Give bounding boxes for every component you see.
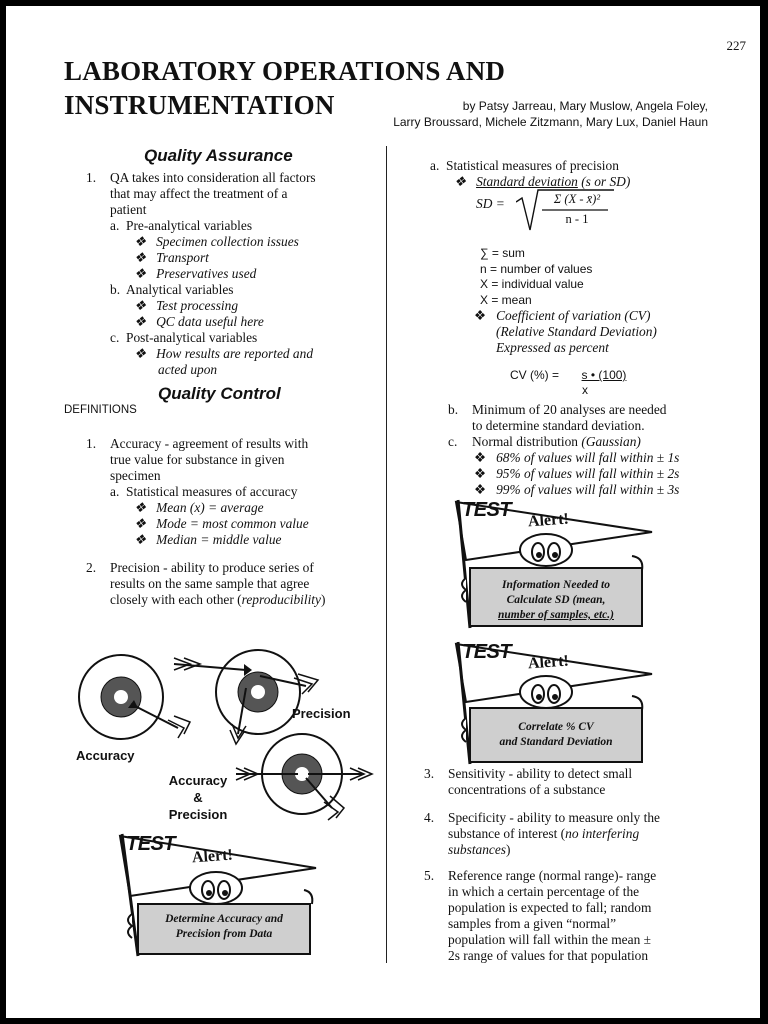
title-line-1: LABORATORY OPERATIONS AND — [64, 56, 506, 86]
alert-word: Alert! — [527, 510, 570, 531]
alert-word: Alert! — [191, 846, 234, 867]
reference-line: 2s range of values for that population — [448, 948, 649, 963]
page — [6, 6, 760, 1018]
sub-label: a. — [110, 218, 120, 233]
accuracy-line: true value for substance in given — [110, 452, 285, 467]
right-item-b — [448, 402, 748, 434]
list-item: ❖ Test processing — [134, 298, 239, 313]
face-icon — [190, 872, 242, 904]
cv-formula-numerator: s • (100) — [581, 368, 627, 382]
definitions-label: DEFINITIONS — [64, 404, 137, 416]
alert-word: Alert! — [527, 652, 570, 673]
qa-item-1 — [86, 170, 386, 378]
authors-line-2: Larry Broussard, Michele Zitzmann, Mary Lux, Daniel Haun — [393, 115, 708, 129]
legend-item: X = mean — [480, 292, 532, 307]
page-number: 227 — [726, 38, 746, 53]
precision-line: results on the same sample that agree — [110, 576, 310, 591]
specificity-line: substance of interest (no interfering — [448, 826, 640, 841]
sub-label: b. — [448, 402, 459, 417]
reference-line: population will fall within the mean ± — [448, 932, 651, 947]
right-item-c — [448, 434, 748, 498]
test-alert-right-1 — [454, 498, 654, 630]
alert-message: Correlate % CV and Standard Deviation — [499, 721, 613, 748]
sd-formula-lhs: SD = — [476, 196, 505, 211]
qa-item-line: QA takes into consideration all factors — [110, 170, 316, 185]
accuracy-measures — [110, 484, 386, 500]
list-number: 4. — [424, 810, 435, 825]
post-analytical — [110, 330, 386, 346]
sensitivity-line: concentrations of a substance — [448, 782, 606, 797]
list-item: ❖ Preservatives used — [134, 266, 257, 281]
sensitivity-line: Sensitivity - ability to detect small — [448, 766, 633, 781]
list-item: ❖ How results are reported and — [134, 346, 314, 361]
accuracy-line: Accuracy - agreement of results with — [110, 436, 309, 451]
sub-text: Analytical variables — [126, 282, 234, 297]
specificity-line: Specificity - ability to measure only the — [448, 810, 660, 825]
bullet-icon: ❖ — [474, 466, 487, 481]
precision-measures — [430, 158, 750, 190]
bullet-icon: ❖ — [134, 234, 147, 249]
test-word: TEST — [462, 641, 512, 663]
accuracy-item — [86, 436, 386, 548]
accuracy-target — [79, 655, 190, 739]
list-item: ❖ Transport — [134, 250, 209, 265]
pre-analytical — [110, 218, 386, 234]
sub-text: Pre-analytical variables — [126, 218, 253, 233]
specificity-item — [424, 810, 744, 858]
normal-distribution-heading: Normal distribution (Gaussian) — [472, 434, 641, 449]
sensitivity-item — [424, 766, 744, 798]
sd-numerator: Σ (X - x̄)² — [553, 192, 601, 206]
cv-formula-denominator: x — [582, 383, 588, 397]
bullet-icon: ❖ — [134, 250, 147, 265]
reference-line: samples from a given “normal” — [448, 916, 617, 931]
accuracy-line: specimen — [110, 468, 161, 483]
legend-item: X = individual value — [480, 277, 584, 291]
reference-range-item — [424, 868, 744, 964]
face-icon — [520, 676, 572, 708]
list-item: ❖ Mean (x) = average — [134, 500, 264, 515]
qa-item-line: patient — [110, 202, 147, 217]
test-word: TEST — [462, 499, 512, 521]
precision-target — [174, 650, 318, 744]
sub-label: a. — [430, 158, 440, 173]
sub-label: b. — [110, 282, 121, 297]
precision-line: Precision - ability to produce series of — [110, 560, 314, 575]
list-item: ❖ Median = middle value — [134, 532, 282, 547]
face-icon — [520, 534, 572, 566]
qa-item-line: that may affect the treatment of a — [110, 186, 288, 201]
sub-label: c. — [110, 330, 120, 345]
list-number: 3. — [424, 766, 435, 781]
list-item: ❖ QC data useful here — [134, 314, 264, 329]
sub-text: Statistical measures of accuracy — [126, 484, 298, 499]
list-number: 2. — [86, 560, 97, 575]
sub-label: a. — [110, 484, 120, 499]
bullet-icon: ❖ — [474, 482, 487, 497]
list-item-continued: acted upon — [158, 362, 218, 377]
authors — [393, 98, 708, 130]
test-alert-left — [118, 832, 318, 958]
analytical — [110, 282, 386, 298]
alert-message: Determine Accuracy and Precision from Data — [165, 913, 283, 940]
sub-text: Post-analytical variables — [126, 330, 258, 345]
legend-item: n = number of values — [480, 261, 593, 276]
precision-caption: Precision — [292, 706, 351, 721]
list-item: ❖ 68% of values will fall within ± 1s — [474, 450, 680, 465]
sub-label: c. — [448, 434, 458, 449]
right-b-line: Minimum of 20 analyses are needed — [472, 402, 667, 417]
specificity-line: substances) — [448, 842, 511, 857]
precision-line: closely with each other (reproducibility) — [110, 592, 326, 607]
list-item: ❖ 99% of values will fall within ± 3s — [474, 482, 680, 497]
column-divider — [386, 146, 387, 963]
bullet-icon: ❖ — [134, 346, 147, 361]
list-item: ❖ Mode = most common value — [134, 516, 309, 531]
alert-message: Information Needed to Calculate SD (mean, number of samples, etc.) — [498, 579, 614, 621]
formula-legend — [480, 246, 720, 308]
cv-line: (Relative Standard Deviation) — [496, 324, 657, 339]
list-item: ❖ Standard deviation (s or SD) — [454, 174, 631, 189]
quality-assurance-heading: Quality Assurance — [144, 146, 293, 165]
accuracy-and-precision-caption: Accuracy & Precision — [168, 773, 228, 822]
list-number: 1. — [86, 436, 97, 451]
accuracy-caption: Accuracy — [76, 748, 135, 763]
bullet-icon: ❖ — [474, 308, 487, 323]
bullet-icon: ❖ — [474, 450, 487, 465]
bullet-icon: ❖ — [134, 500, 147, 515]
test-word: TEST — [126, 833, 176, 855]
quality-control-heading: Quality Control — [158, 384, 281, 403]
bullet-icon: ❖ — [134, 298, 147, 313]
legend-item: ∑ = sum — [480, 246, 525, 260]
bullet-icon: ❖ — [454, 174, 467, 189]
bullet-icon: ❖ — [134, 516, 147, 531]
authors-line-1: by Patsy Jarreau, Mary Muslow, Angela Foley, — [462, 99, 708, 113]
title-line-2: INSTRUMENTATION — [64, 90, 335, 120]
cv-formula-lhs: CV (%) = — [510, 368, 560, 382]
list-item: ❖ 95% of values will fall within ± 2s — [474, 466, 680, 481]
list-item: ❖ Coefficient of variation (CV) — [474, 308, 651, 323]
reference-line: population is expected to fall; random — [448, 900, 652, 915]
list-number: 1. — [86, 170, 97, 185]
list-item: ❖ Specimen collection issues — [134, 234, 299, 249]
cv-item — [474, 308, 744, 356]
precision-item — [86, 560, 386, 608]
bullet-icon: ❖ — [134, 532, 147, 547]
bullet-icon: ❖ — [134, 266, 147, 281]
bullet-icon: ❖ — [134, 314, 147, 329]
list-number: 5. — [424, 868, 435, 883]
right-b-line: to determine standard deviation. — [472, 418, 645, 433]
reference-line: Reference range (normal range)- range — [448, 868, 657, 883]
cv-line: Expressed as percent — [496, 340, 609, 355]
accuracy-and-precision-target — [236, 734, 372, 820]
precision-measures-heading: a. Statistical measures of precision — [430, 158, 619, 173]
sd-denominator: n - 1 — [565, 212, 589, 226]
test-alert-right-2 — [454, 640, 654, 766]
reference-line: in which a certain percentage of the — [448, 884, 640, 899]
